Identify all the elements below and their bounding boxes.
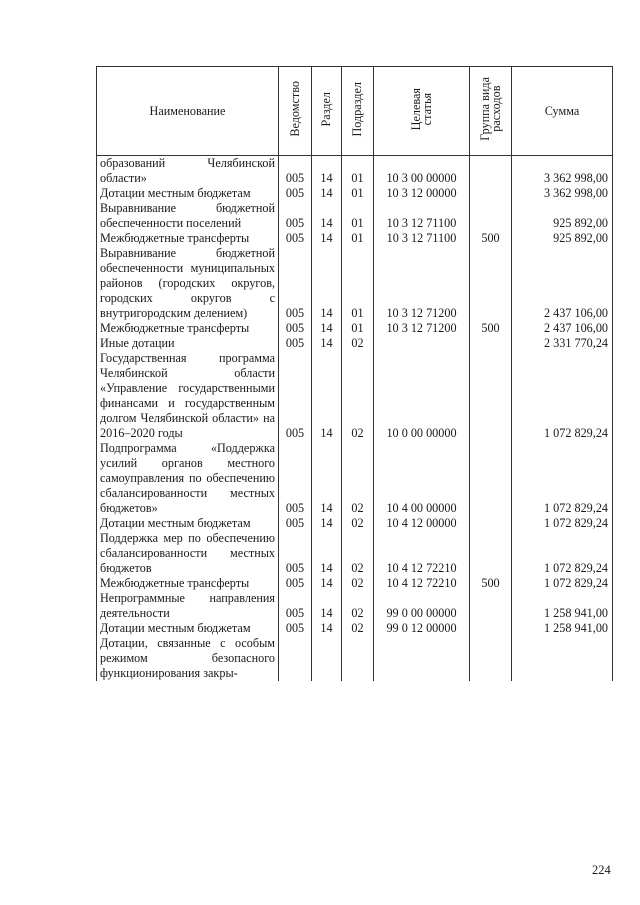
row-name: Межбюджетные трансферты <box>97 576 279 591</box>
row-target-article: 10 4 00 00000 <box>374 441 470 516</box>
row-subsection-code: 01 <box>342 201 374 231</box>
row-name: Подпрограмма «Поддержка усилий органов местного самоуправления по обеспечению сбалансированности местных бюджетов» <box>97 441 279 516</box>
row-ministry-code: 005 <box>279 621 312 636</box>
row-section-code: 14 <box>312 351 342 441</box>
row-sum: 1 072 829,24 <box>512 531 613 576</box>
header-ministry: Ведомство <box>279 67 312 156</box>
table-row <box>97 636 613 681</box>
row-section-code: 14 <box>312 201 342 231</box>
row-expense-group <box>470 621 512 636</box>
row-target-article: 10 3 12 71100 <box>374 231 470 246</box>
row-subsection-code: 02 <box>342 336 374 351</box>
row-ministry-code: 005 <box>279 336 312 351</box>
row-name: образований Челябинской области» <box>97 156 279 187</box>
row-target-article: 10 3 12 71200 <box>374 246 470 321</box>
row-ministry-code: 005 <box>279 516 312 531</box>
row-expense-group <box>470 351 512 441</box>
row-section-code: 14 <box>312 231 342 246</box>
row-sum: 925 892,00 <box>512 201 613 231</box>
row-sum: 1 072 829,24 <box>512 351 613 441</box>
row-sum: 1 072 829,24 <box>512 576 613 591</box>
row-section-code: 14 <box>312 186 342 201</box>
row-target-article: 10 4 12 72210 <box>374 576 470 591</box>
row-ministry-code: 005 <box>279 321 312 336</box>
row-section-code <box>312 636 342 681</box>
row-section-code: 14 <box>312 576 342 591</box>
header-sum: Сумма <box>512 67 613 156</box>
row-target-article <box>374 636 470 681</box>
row-name: Государственная программа Челябинской области «Управление государственными финансами и государственным долгом Челябинской области» на 2016–2020 годы <box>97 351 279 441</box>
row-sum: 2 437 106,00 <box>512 246 613 321</box>
header-target-article: Целевая статья <box>374 67 470 156</box>
row-section-code: 14 <box>312 321 342 336</box>
row-target-article: 10 4 12 72210 <box>374 531 470 576</box>
row-sum: 1 072 829,24 <box>512 441 613 516</box>
row-subsection-code: 01 <box>342 156 374 187</box>
row-sum: 1 072 829,24 <box>512 516 613 531</box>
row-expense-group <box>470 441 512 516</box>
row-sum: 2 331 770,24 <box>512 336 613 351</box>
table-body <box>97 156 613 682</box>
row-subsection-code: 02 <box>342 531 374 576</box>
row-section-code: 14 <box>312 591 342 621</box>
row-expense-group: 500 <box>470 231 512 246</box>
row-ministry-code: 005 <box>279 531 312 576</box>
row-section-code: 14 <box>312 441 342 516</box>
row-name: Иные дотации <box>97 336 279 351</box>
header-subsection: Подраздел <box>342 67 374 156</box>
row-section-code: 14 <box>312 336 342 351</box>
row-sum: 3 362 998,00 <box>512 156 613 187</box>
row-target-article: 10 0 00 00000 <box>374 351 470 441</box>
row-subsection-code: 02 <box>342 576 374 591</box>
budget-table <box>96 66 613 681</box>
row-expense-group <box>470 246 512 321</box>
row-subsection-code: 02 <box>342 591 374 621</box>
row-name: Выравнивание бюджетной обеспеченности муниципальных районов (городских округов, городских округов с внутригородским делением) <box>97 246 279 321</box>
row-section-code: 14 <box>312 516 342 531</box>
row-name: Дотации местным бюджетам <box>97 621 279 636</box>
table-row <box>97 516 613 531</box>
row-sum: 925 892,00 <box>512 231 613 246</box>
row-subsection-code: 02 <box>342 351 374 441</box>
row-target-article: 10 3 12 71100 <box>374 201 470 231</box>
row-target-article: 10 4 12 00000 <box>374 516 470 531</box>
table-row <box>97 531 613 576</box>
row-target-article: 10 3 00 00000 <box>374 156 470 187</box>
row-name: Межбюджетные трансферты <box>97 321 279 336</box>
row-subsection-code: 01 <box>342 231 374 246</box>
row-expense-group <box>470 531 512 576</box>
row-ministry-code: 005 <box>279 351 312 441</box>
table-row <box>97 336 613 351</box>
row-ministry-code: 005 <box>279 231 312 246</box>
row-ministry-code: 005 <box>279 246 312 321</box>
row-name: Дотации местным бюджетам <box>97 516 279 531</box>
row-expense-group <box>470 516 512 531</box>
row-section-code: 14 <box>312 156 342 187</box>
table-row <box>97 246 613 321</box>
row-section-code: 14 <box>312 246 342 321</box>
header-section: Раздел <box>312 67 342 156</box>
row-subsection-code: 02 <box>342 621 374 636</box>
row-expense-group <box>470 636 512 681</box>
row-subsection-code: 01 <box>342 186 374 201</box>
row-name: Межбюджетные трансферты <box>97 231 279 246</box>
row-expense-group <box>470 156 512 187</box>
row-target-article: 10 3 12 00000 <box>374 186 470 201</box>
page-number: 224 <box>592 863 611 877</box>
table-row <box>97 351 613 441</box>
row-sum: 1 258 941,00 <box>512 591 613 621</box>
table-row <box>97 591 613 621</box>
row-name: Выравнивание бюджетной обеспеченности поселений <box>97 201 279 231</box>
row-name: Поддержка мер по обеспечению сбалансированности местных бюджетов <box>97 531 279 576</box>
table-row <box>97 321 613 336</box>
row-target-article: 99 0 12 00000 <box>374 621 470 636</box>
row-sum: 2 437 106,00 <box>512 321 613 336</box>
row-ministry-code: 005 <box>279 576 312 591</box>
table-row <box>97 576 613 591</box>
table-header-row <box>97 67 613 156</box>
header-expense-group: Группа вида расходов <box>470 67 512 156</box>
row-ministry-code: 005 <box>279 156 312 187</box>
row-expense-group: 500 <box>470 321 512 336</box>
row-target-article: 99 0 00 00000 <box>374 591 470 621</box>
row-name: Дотации местным бюджетам <box>97 186 279 201</box>
table-row <box>97 441 613 516</box>
row-subsection-code <box>342 636 374 681</box>
row-sum: 3 362 998,00 <box>512 186 613 201</box>
row-sum: 1 258 941,00 <box>512 621 613 636</box>
row-target-article: 10 3 12 71200 <box>374 321 470 336</box>
row-name: Непрограммные направления деятельности <box>97 591 279 621</box>
row-ministry-code: 005 <box>279 186 312 201</box>
table-row <box>97 621 613 636</box>
row-ministry-code: 005 <box>279 441 312 516</box>
row-subsection-code: 01 <box>342 321 374 336</box>
row-expense-group <box>470 201 512 231</box>
row-section-code: 14 <box>312 531 342 576</box>
row-target-article <box>374 336 470 351</box>
row-expense-group: 500 <box>470 576 512 591</box>
row-subsection-code: 01 <box>342 246 374 321</box>
row-ministry-code <box>279 636 312 681</box>
row-expense-group <box>470 186 512 201</box>
row-ministry-code: 005 <box>279 201 312 231</box>
row-expense-group <box>470 591 512 621</box>
row-name: Дотации, связанные с особым режимом безопасного функционирования закры- <box>97 636 279 681</box>
row-sum <box>512 636 613 681</box>
row-subsection-code: 02 <box>342 441 374 516</box>
table-row <box>97 186 613 201</box>
row-ministry-code: 005 <box>279 591 312 621</box>
header-name: Наименование <box>97 67 279 156</box>
row-subsection-code: 02 <box>342 516 374 531</box>
table-row <box>97 231 613 246</box>
row-expense-group <box>470 336 512 351</box>
row-section-code: 14 <box>312 621 342 636</box>
table-row <box>97 201 613 231</box>
table-row <box>97 156 613 187</box>
